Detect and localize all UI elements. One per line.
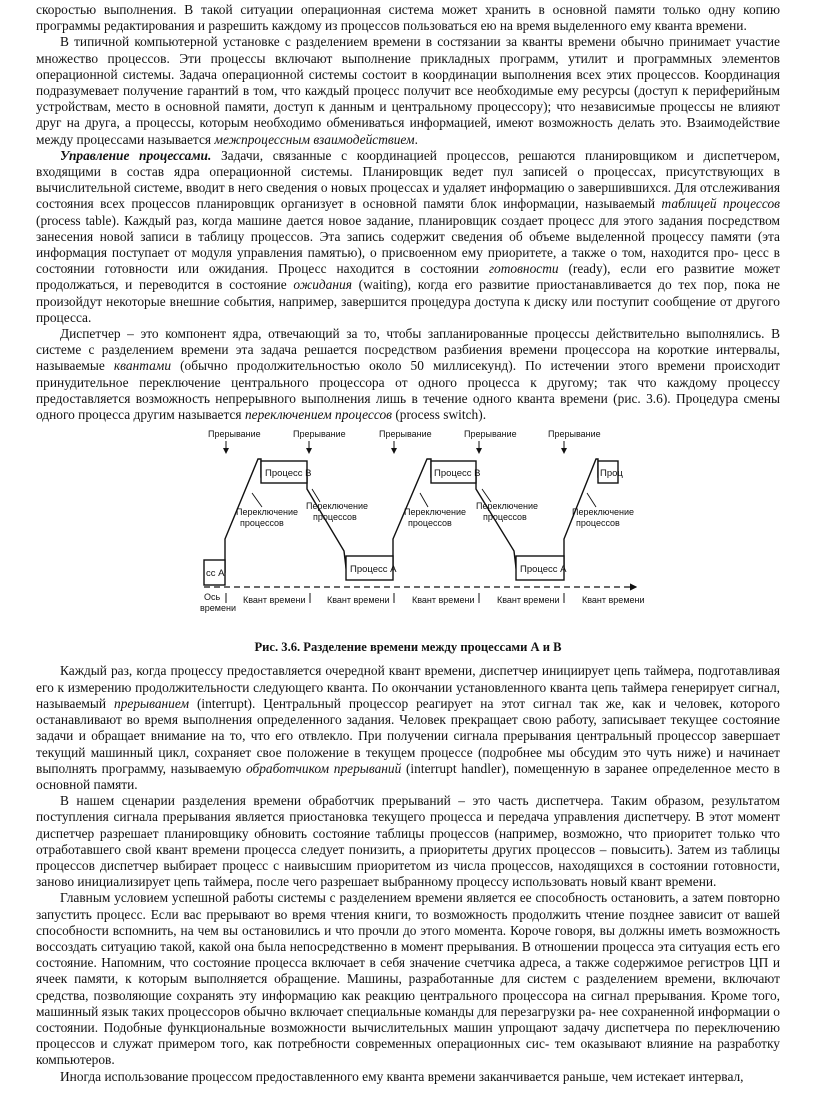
paragraph-text: Главным условием успешной работы системы с разделением времени является ее способность остановить, а затем повторно запустить процесс. Если вас прерывают во время чтения книги, то возможность продолжить чтение позднее зависит от вашей способности вспомнить, на чем вы остановились и что прочли до этого момента. Короче говоря, вы должны иметь возможность воссоздать ситуацию такой, какой она была непосредственно в момент прерывания. В отношении процесса эта ситуация есть его состояние. Напомним, что состояние процесса включает в себя значение счетчика адреса, а также содержимое регистров ЦП и ячеек памяти, к которым выполняется обращение. Машины, разработанные для систем с разделением времени, включают средства, позволяющие сохранять эту информацию как реакцию центрального процессора на сигнал прерывания. Кроме того, машинный язык таких процессоров обычно включает специальные команды для перезагрузки ра- нее сохраненной информации о состоянии. Подобные функциональные возможности вычислительных машин упрощают задачу диспетчера по переключению процессов и служат примером того, как потребности современных операционных сис- тем оказывают влияние на разработку компьютеров.: [36, 890, 780, 1068]
paragraph-text: (обычно продолжительностью около 50 миллисекунд). По истечении этого времени происходит принудительное переключение центрального процессора от одного процесса к другому; так что каждому процессу предоставляется возможность непрерывного выполнения лишь в течение одного кванта времени (рис. 3.6). Процедура смены одного процесса другим называется: [36, 358, 780, 423]
paragraph-time-sharing: [36, 34, 780, 147]
paragraph-text: В типичной компьютерной установке с разделением времени в состязании за кванты времени обычно принимает участие множество процессов. Эти процессы включают выполнение прикладных программ, утилит и программных элементов операционной системы. Задача операционной системы состоит в координации выполнения всех этих процессов. Координация подразумевает получение гарантий в том, что каждый процесс получит все необходимые ему ресурсы (доступ к периферийным устройствам, место в основной памяти, доступ к данным и центральному процессору); что независимые процессы не влияют друг на друга, а процессы, которым необходимо обмениваться информацией, имеют возможность делать это. Взаимодействие между процессами называется: [36, 34, 780, 147]
paragraph-scenario: [36, 793, 780, 890]
paragraph-text: .: [414, 131, 418, 147]
paragraph-text: В нашем сценарии разделения времени обработчик прерываний – это часть диспетчера. Таким образом, результатом поступления сигнала прерывания является приостановка текущего процесса и передача управления диспетчеру. В этот момент диспетчер разрешает планировщику обновить состояние таблицы процессов (например, возможно, что приоритет только что отработавшего свой квант времени процесса следует понизить, а приоритеты других процессов – повысить). Затем из таблицы процессов диспетчер выбирает процесс с наивысшим приоритетом из числа процессов, находящихся в состоянии готовности, заново инициализирует цепь таймера, после чего разрешает выбранному процессу использовать новый квант времени.: [36, 793, 780, 890]
switch-label-line2: процессов: [240, 518, 284, 529]
switch-label-line1: Переключение: [236, 507, 299, 518]
axis-label-line1: Ось: [204, 592, 221, 603]
paragraph-text: (process table). Каждый раз, когда машине дается новое задание, планировщик создает процесс для этого задания посредством занесения новой записи в таблицу процессов. Эта запись содержит сведения об объеме выделенной процессу памяти (эта информация поступает от модуля управления памятью), о присвоенном ему приоритете, а также о том, находится про- цесс в состоянии готовности или ожидания. Процесс находится в состоянии: [36, 212, 780, 277]
switch-label-line1: Переключение: [476, 501, 539, 512]
paragraph-text: Каждый раз, когда процессу предоставляется очередной квант времени, диспетчер инициирует цепь таймера, подготавливая его к измерению продолжительности следующего кванта. По окончании установленного кванта цепь таймера генерирует сигнал, называемый: [36, 663, 780, 711]
paragraph-text: Иногда использование процессом предоставленного ему кванта времени заканчивается раньше, чем истекает интервал,: [60, 1068, 744, 1084]
quantum-label: Квант времени: [412, 595, 475, 606]
term-interrupt-handler: обработчиком прерываний: [245, 760, 402, 776]
switch-label-line2: процессов: [408, 518, 452, 529]
quantum-label: Квант времени: [582, 595, 645, 606]
interrupt-label: Прерывание: [208, 429, 261, 440]
figure-time-sharing: [36, 427, 780, 637]
quantum-label: Квант времени: [327, 595, 390, 606]
paragraph-intro: [36, 2, 780, 34]
paragraph-text: (waiting), когда его развитие приостанавливается до тех пор, пока не произойдут некоторые внешние события, например, завершится процедура доступа к диску или поступит сообщение от другого процесса.: [36, 277, 780, 325]
interrupt-label: Прерывание: [379, 429, 432, 440]
term-process-switch: переключением процессов: [244, 407, 392, 423]
interrupt-arrows: [226, 441, 564, 453]
quantum-labels: [243, 595, 645, 605]
interrupt-label: Прерывание: [293, 429, 346, 440]
process-b-label: Процесс В: [434, 468, 481, 480]
term-quanta: квантами: [113, 358, 172, 374]
switch-label-line1: Переключение: [306, 501, 369, 512]
interrupt-label: Прерывание: [464, 429, 517, 440]
switch-label-line2: процессов: [313, 512, 357, 523]
term-process-table: таблицей процессов: [661, 196, 780, 212]
quantum-label: Квант времени: [497, 595, 560, 606]
figure-caption: Рис. 3.6. Разделение времени между процессами А и В: [254, 640, 562, 655]
paragraph-dispatcher: [36, 326, 780, 423]
paragraph-text: (interrupt handler), помещенную в заранее определенное место в основной памяти.: [36, 760, 781, 792]
switch-labels: [236, 501, 634, 528]
switch-label-line1: Переключение: [404, 507, 467, 518]
time-sharing-diagram: [36, 427, 780, 637]
process-a-label: Процесс А: [350, 564, 397, 576]
switch-label-line2: процессов: [576, 518, 620, 529]
document-page: [36, 2, 780, 1085]
paragraph-text: скоростью выполнения. В такой ситуации операционная система может хранить в основной памяти только одну копию программы редактирования и разрешить каждому из процессов пользоваться ею на время выделенного ему кванта времени.: [36, 2, 780, 34]
paragraph-text: (ready), если его развитие может продолжаться, и переводится в состояние: [36, 261, 780, 293]
term-ready: готовности: [488, 261, 559, 277]
term-waiting: ожидания: [293, 277, 352, 293]
paragraph-text: (process switch).: [391, 407, 487, 423]
switch-leader-lines: [252, 489, 596, 507]
paragraph-final: [36, 1069, 780, 1085]
term-interprocess: межпроцессным взаимодействием: [214, 131, 415, 147]
process-a-cut-label: сс А: [206, 568, 225, 580]
switch-label-line2: процессов: [483, 512, 527, 523]
process-b-label: Процесс В: [265, 468, 312, 480]
process-a-label: Процесс А: [520, 564, 567, 576]
process-cut-label: Проц: [600, 468, 623, 480]
paragraph-text: Диспетчер – это компонент ядра, отвечающий за то, чтобы запланированные процессы действительно выполнялись. В системе с разделением времени эта задача решается посредством разбиения времени процессора на короткие интервалы, называемые: [36, 326, 780, 374]
switch-label-line1: Переключение: [572, 507, 635, 518]
paragraph-main-condition: [36, 890, 780, 1068]
paragraph-process-management: [36, 148, 780, 326]
axis-label-line2: времени: [200, 603, 236, 614]
section-heading: Управление процессами.: [60, 147, 212, 163]
paragraph-text: Задачи, связанные с координацией процессов, решаются планировщиком и диспетчером, входящими в состав ядра операционной системы. Планировщик ведет пул записей о процессах, присутствующих в вычислительной системе, вводит в него сведения о новых процессах и удаляет информацию о завершившихся. Для отслеживания состояния всех процессов планировщик организует в основной памяти блок информации, называемый: [36, 147, 780, 212]
paragraph-text: (interrupt). Центральный процессор реагирует на этот сигнал так же, как и человек, которого останавливают во время выполнения определенного задания. Человек прекращает свою работу, записывает текущее состояние задачи и обращает внимание на то, что его отвлекло. При получении сигнала прерывания центральный процессор завершает текущий машинный цикл, сохраняет свое положение в текущем процессе (подробнее мы обсудим это чуть ниже) и начинает выполнять программу, называемую: [36, 695, 781, 776]
interrupt-label: Прерывание: [548, 429, 601, 440]
quantum-label: Квант времени: [243, 595, 306, 606]
interrupt-labels: [208, 429, 601, 439]
term-interrupt: прерыванием: [114, 695, 190, 711]
paragraph-interrupt: [36, 663, 780, 793]
